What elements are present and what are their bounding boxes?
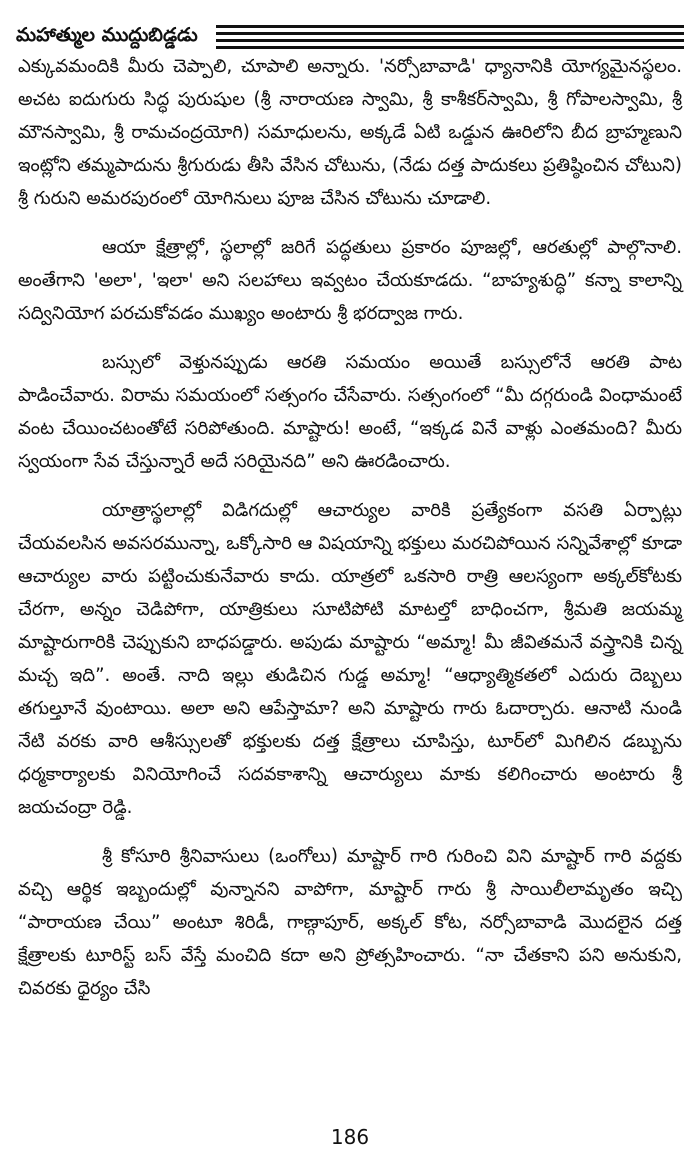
paragraph: ఆయా క్షేత్రాల్లో, స్థలాల్లో జరిగే పద్ధతులు ప్రకారం పూజల్లో, ఆరతుల్లో పాల్గొనాలి. అంతేగాని 'అలా', 'ఇలా' అని సలహాలు ఇవ్వటం చేయకూడదు. “బాహ్యశుద్ధి” కన్నా కాలాన్ని సద్వినియోగ పరచుకోవడం ముఖ్యం అంటారు శ్రీ భరద్వాజ గారు. <box>18 237 682 324</box>
header-rule <box>216 39 684 42</box>
paragraph: ఎక్కువమందికి మీరు చెప్పాలి, చూపాలి అన్నారు. 'నర్సోబావాడి' ధ్యానానికి యోగ్యమైనస్థలం. అచట ఐదుగురు సిద్ధ పురుషుల (శ్రీ నారాయణ స్వామి, శ్రీ కాశీకర్‌స్వామి, శ్రీ గోపాలస్వామి, శ్రీ మౌనస్వామి, శ్రీ రామచంద్రయోగి) సమాధులను, అక్కడే ఏటి ఒడ్డున ఊరిలోని బీద బ్రాహ్మణుని ఇంట్లోని తమ్మపాదును శ్రీగురుడు తీసి వేసిన చోటును, (నేడు దత్త పాదుకలు ప్రతిష్ఠించిన చోటుని) శ్రీ గురుని అమరపురంలో యోగినులు పూజ చేసిన చోటును చూడాలి. <box>18 56 682 209</box>
body-text <box>18 50 682 1005</box>
header-rule-lines <box>216 25 684 53</box>
paragraph: బస్సులో వెళ్తునప్పుడు ఆరతి సమయం అయితే బస్సులోనే ఆరతి పాట పాడించేవారు. విరామ సమయంలో సత్సంగం చేసేవారు. సత్సంగంలో “మీ దగ్గరుండి వింధామంటే వంట చేయించటంతోటే సరిపోతుంది. మాష్టారు! అంటే, “ఇక్కడ వినే వాళ్లు ఎంతమంది? మీరు స్వయంగా సేవ చేస్తున్నారే అదే సరియైనది” అని ఊరడించారు. <box>18 352 682 472</box>
running-header <box>16 22 684 52</box>
page-number: 186 <box>330 1125 370 1149</box>
header-rule <box>216 32 684 35</box>
paragraph: శ్రీ కోసూరి శ్రీనివాసులు (ఒంగోలు) మాష్టార్ గారి గురించి విని మాష్టార్ గారి వద్దకు వచ్చి ఆర్థిక ఇబ్బందుల్లో వున్నానని వాపోగా, మాష్టార్ గారు శ్రీ సాయిలీలామృతం ఇచ్చి “పారాయణ చేయి” అంటూ శిరిడీ, గాణ్గాపూర్, అక్కల్ కోట, నర్సోబావాడి మొదలైన దత్త క్షేత్రాలకు టూరిస్ట్ బస్ వేస్తే మంచిది కదా అని ప్రోత్సహించారు. “నా చేతకాని పని అనుకుని, చివరకు ధైర్యం చేసి <box>18 846 682 999</box>
header-rule <box>216 46 684 49</box>
header-title: మహాత్ముల ముద్దుబిడ్డడు <box>16 24 198 46</box>
header-rule <box>216 25 684 28</box>
paragraph: యాత్రాస్థలాల్లో విడిగదుల్లో ఆచార్యుల వారికి ప్రత్యేకంగా వసతి ఏర్పాట్లు చేయవలసిన అవసరమున్నా, ఒక్కోసారి ఆ విషయాన్ని భక్తులు మరచిపోయిన సన్నివేశాల్లో కూడా ఆచార్యుల వారు పట్టించుకునేవారు కాదు. యాత్రలో ఒకసారి రాత్రి ఆలస్యంగా అక్కల్‌కోటకు చేరగా, అన్నం చెడిపోగా, యాత్రికులు సూటిపోటి మాటల్తో బాధించగా, శ్రీమతి జయమ్మ మాష్టారుగారికి చెప్పుకుని బాధపడ్డారు. అపుడు మాష్టారు “అమ్మా! మీ జీవితమనే వస్త్రానికి చిన్న మచ్చ ఇది”. అంతే. నాది ఇల్లు తుడిచిన గుడ్డ అమ్మా! “ఆధ్యాత్మికతలో ఎదురు దెబ్బలు తగుల్తూనే వుంటాయి. అలా అని ఆపేస్తామా? అని మాష్టారు గారు ఓదార్చారు. ఆనాటి నుండి నేటి వరకు వారి ఆశీస్సులతో భక్తులకు దత్త క్షేత్రాలు చూపిస్తు, టూర్‌లో మిగిలిన డబ్బును ధర్మకార్యాలకు వినియోగించే సదవకాశాన్ని ఆచార్యులు మాకు కలిగించారు అంటారు శ్రీ జయచంద్రా రెడ్డి. <box>18 500 682 818</box>
